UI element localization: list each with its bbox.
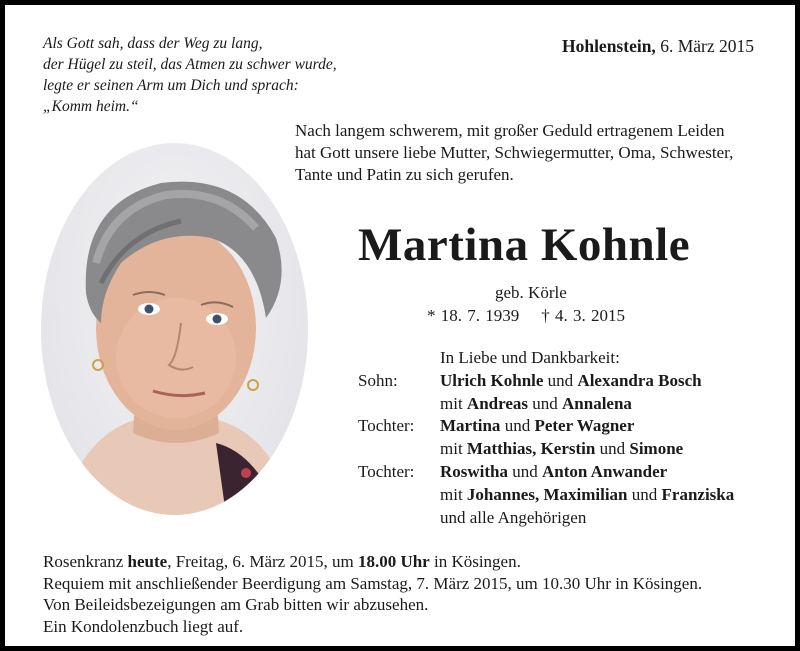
- deceased-name: Martina Kohnle: [358, 219, 691, 271]
- relation-label: [358, 484, 440, 507]
- poem-line: der Hügel zu steil, das Atmen zu schwer wurde,: [43, 56, 337, 73]
- mourner-row: [358, 415, 734, 438]
- mourner-names: und alle Angehörigen: [440, 507, 587, 527]
- relation-label: Tochter:: [358, 416, 415, 436]
- rosary-line: Rosenkranz heute, Freitag, 6. März 2015, um 18.00 Uhr in Kösingen.: [43, 552, 521, 571]
- mourner-row: [358, 370, 734, 393]
- relation-label: [358, 507, 440, 530]
- mourner-names: Ulrich Kohnle und Alexandra Bosch: [440, 370, 702, 390]
- mourner-names: mit Matthias, Kerstin und Simone: [440, 439, 684, 459]
- birth-name: geb. Körle: [495, 283, 567, 302]
- poem-line: „Komm heim.“: [43, 98, 139, 115]
- place-date: [562, 36, 754, 57]
- mourners-list: [358, 347, 734, 529]
- mourner-row: [358, 507, 734, 530]
- relation-label: Tochter:: [358, 461, 415, 481]
- intro-text: [295, 120, 775, 186]
- mourner-names: mit Johannes, Maximilian und Franziska: [440, 484, 735, 504]
- portrait-photo: [41, 143, 308, 515]
- mourner-row: [358, 393, 734, 416]
- condolence-book-line: Ein Kondolenzbuch liegt auf.: [43, 616, 244, 636]
- death-date: † 4. 3. 2015: [541, 306, 625, 325]
- date: 6. März 2015: [660, 36, 754, 56]
- mourners-intro: In Liebe und Dankbarkeit:: [440, 348, 620, 367]
- relation-label: [358, 438, 440, 461]
- place: Hohlenstein,: [561, 36, 656, 56]
- poem-line: legte er seinen Arm um Dich und sprach:: [43, 77, 299, 94]
- requiem-line: Requiem mit anschließender Beerdigung am Samstag, 7. März 2015, um 10.30 Uhr in Kösingen.: [43, 573, 703, 593]
- mourner-row: [358, 461, 734, 484]
- condolences-line: Von Beileidsbezeigungen am Grab bitten wir abzusehen.: [43, 595, 429, 614]
- mourner-names: Martina und Peter Wagner: [440, 416, 635, 436]
- life-dates: [427, 306, 625, 326]
- intro-line: hat Gott unsere liebe Mutter, Schwiegermutter, Oma, Schwester,: [295, 143, 734, 162]
- mourner-row: [358, 484, 734, 507]
- poem-line: Als Gott sah, dass der Weg zu lang,: [43, 35, 263, 52]
- mourner-names: Roswitha und Anton Anwander: [440, 461, 668, 481]
- mourner-row: [358, 438, 734, 461]
- intro-line: Tante und Patin zu sich gerufen.: [295, 165, 514, 184]
- relation-label: Sohn:: [358, 370, 398, 390]
- poem: [43, 33, 337, 117]
- mourners-intro-row: [358, 347, 734, 370]
- birth-date: * 18. 7. 1939: [427, 306, 520, 325]
- relation-label: [358, 393, 440, 416]
- service-info: [43, 551, 702, 637]
- intro-line: Nach langem schwerem, mit großer Geduld ertragenem Leiden: [295, 121, 725, 140]
- mourner-names: mit Andreas und Annalena: [440, 393, 632, 413]
